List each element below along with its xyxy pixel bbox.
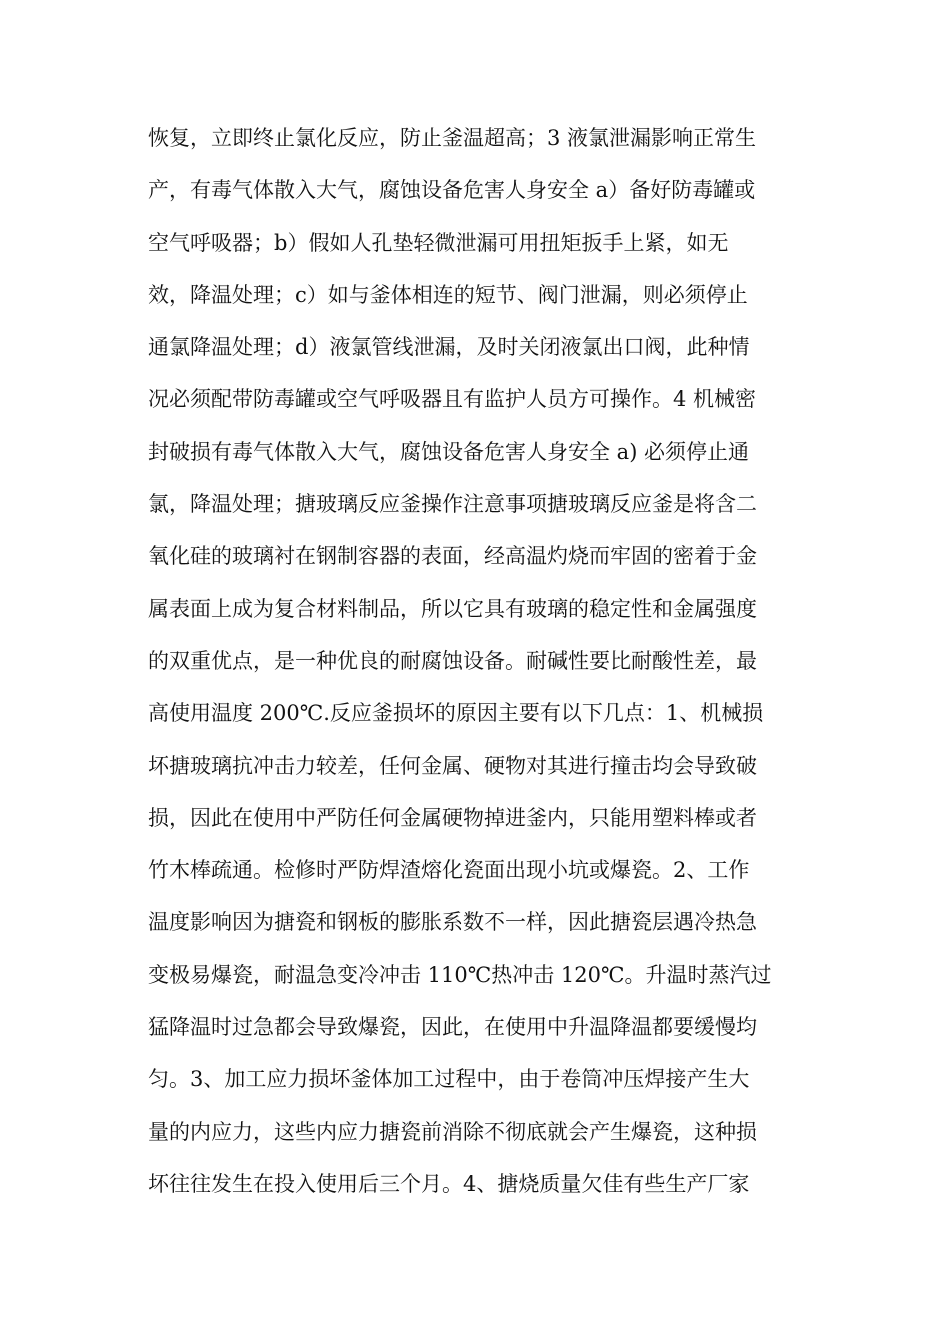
text-line: 坏搪玻璃抗冲击力较差，任何金属、硬物对其进行撞击均会导致破 [148,753,757,778]
text-line: 温度影响因为搪瓷和钢板的膨胀系数不一样，因此搪瓷层遇冷热急 [148,910,757,935]
text-line: 况必须配带防毒罐或空气呼吸器且有监护人员方可操作。4 机械密 [148,387,757,412]
text-line: 氯，降温处理；搪玻璃反应釜操作注意事项搪玻璃反应釜是将含二 [148,492,757,517]
text-line: 坏往往发生在投入使用后三个月。4、搪烧质量欠佳有些生产厂家 [148,1171,750,1196]
body-text [148,118,808,1216]
text-line: 匀。3、加工应力损坏釜体加工过程中，由于卷筒冲压焊接产生大 [148,1067,750,1092]
text-line: 恢复，立即终止氯化反应，防止釜温超高；3 液氯泄漏影响正常生 [148,126,757,150]
text-line: 损，因此在使用中严防任何金属硬物掉进釜内，只能用塑料棒或者 [148,805,757,830]
text-line: 猛降温时过急都会导致爆瓷，因此，在使用中升温降温都要缓慢均 [148,1015,757,1040]
text-line: 量的内应力，这些内应力搪瓷前消除不彻底就会产生爆瓷，这种损 [148,1119,757,1144]
text-line: 封破损有毒气体散入大气，腐蚀设备危害人身安全 a) 必须停止通 [148,439,750,464]
text-line: 属表面上成为复合材料制品，所以它具有玻璃的稳定性和金属强度 [148,596,757,621]
text-line: 氧化硅的玻璃衬在钢制容器的表面，经高温灼烧而牢固的密着于金 [148,544,757,569]
text-line: 空气呼吸器；b）假如人孔垫轻微泄漏可用扭矩扳手上紧，如无 [148,230,729,255]
text-line: 的双重优点，是一种优良的耐腐蚀设备。耐碱性要比耐酸性差，最 [148,648,757,673]
text-line: 产，有毒气体散入大气，腐蚀设备危害人身安全 a）备好防毒罐或 [148,178,756,203]
text-line: 变极易爆瓷，耐温急变冷冲击 110℃热冲击 120℃。升温时蒸汽过 [148,962,772,987]
text-line: 竹木棒疏通。检修时严防焊渣熔化瓷面出现小坑或爆瓷。2、工作 [148,858,750,883]
text-line: 通氯降温处理；d）液氯管线泄漏，及时关闭液氯出口阀，此种情 [148,335,750,360]
text-line: 高使用温度 200℃.反应釜损坏的原因主要有以下几点：1、机械损 [148,701,764,726]
text-line: 效，降温处理；c）如与釜体相连的短节、阀门泄漏，则必须停止 [148,282,748,307]
